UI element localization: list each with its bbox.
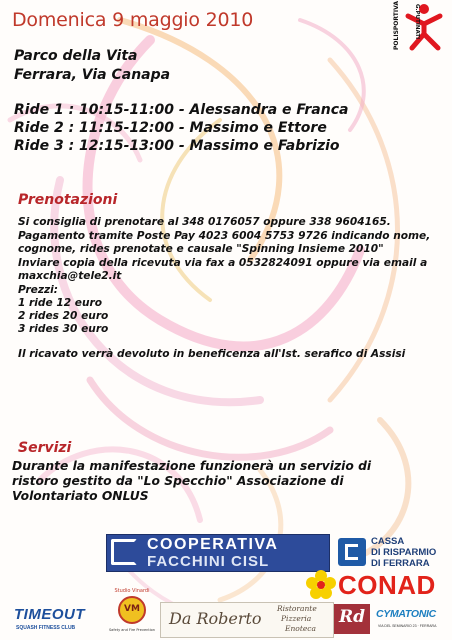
prenotazioni-line: Si consiglia di prenotare al 348 0176057 oppure 338 9604165. bbox=[18, 216, 391, 228]
cymatonic-logo bbox=[374, 606, 450, 636]
prenotazioni-email: maxchia@tele2.it bbox=[18, 270, 122, 282]
location-park: Parco della Vita bbox=[14, 48, 138, 64]
cymatonic-wordmark: CYMATONIC bbox=[376, 608, 436, 620]
price-3-rides: 3 rides 30 euro bbox=[18, 323, 109, 335]
servizi-line: Durante la manifestazione funzionerà un servizio di bbox=[12, 459, 372, 473]
studio-vinardi-arc: Studio Vinardi bbox=[114, 588, 150, 594]
prenotazioni-line: Inviare copia della ricevuta via fax a 0532824091 oppure via email a bbox=[18, 257, 428, 269]
ride-1: Ride 1 : 10:15-11:00 - Alessandra e Franca bbox=[14, 102, 349, 118]
studio-vinardi-monogram: VM bbox=[124, 604, 140, 614]
timeout-wordmark: TIMEOUT bbox=[14, 606, 85, 623]
timeout-subtitle: SQUASH FITNESS CLUB bbox=[16, 625, 76, 631]
prenotazioni-line: Pagamento tramite Poste Pay 4023 6004 5753 9726 indicando nome, bbox=[18, 230, 431, 242]
event-date-title: Domenica 9 maggio 2010 bbox=[12, 9, 254, 31]
polisportiva-name: G.PUTINATI bbox=[414, 4, 420, 40]
cassa-mark-icon bbox=[338, 538, 366, 566]
prezzi-label: Prezzi: bbox=[18, 284, 59, 296]
da-roberto-tag-3: Enoteca bbox=[285, 624, 316, 633]
facchini-cisl-logo bbox=[106, 534, 330, 572]
conad-wordmark: CONAD bbox=[338, 570, 436, 600]
servizi-heading: Servizi bbox=[18, 440, 72, 456]
conad-flower-icon bbox=[306, 570, 336, 600]
studio-vinardi-badge-icon bbox=[118, 596, 146, 624]
conad-logo bbox=[306, 570, 448, 600]
ride-3: Ride 3 : 12:15-13:00 - Massimo e Fabrizio bbox=[14, 138, 340, 154]
da-roberto-name: Da Roberto bbox=[169, 609, 262, 628]
cymatonic-subtitle: VIA DEL SEMINARIO 23 · FERRARA bbox=[378, 624, 437, 628]
polisportiva-label bbox=[390, 2, 404, 56]
cassa-line1: CASSA bbox=[371, 536, 405, 547]
servizi-line: ristoro gestito da "Lo Specchio" Associazione di bbox=[12, 474, 344, 488]
facchini-line1: COOPERATIVA bbox=[147, 536, 279, 553]
da-roberto-tag-1: Ristorante bbox=[277, 604, 317, 613]
cassa-line2: DI RISPARMIO bbox=[371, 547, 437, 558]
charity-note: Il ricavato verrà devoluto in beneficenza all'Ist. serafico di Assisi bbox=[18, 348, 406, 360]
price-2-rides: 2 rides 20 euro bbox=[18, 310, 109, 322]
rd-monogram: Rd bbox=[338, 607, 365, 627]
facchini-line2: FACCHINI CISL bbox=[147, 553, 270, 570]
ride-2: Ride 2 : 11:15-12:00 - Massimo e Ettore bbox=[14, 120, 327, 136]
cassa-line3: DI FERRARA bbox=[371, 558, 430, 569]
cassa-risparmio-logo bbox=[338, 536, 448, 570]
price-1-ride: 1 ride 12 euro bbox=[18, 297, 103, 309]
polisportiva-text: POLISPORTIVA bbox=[392, 1, 400, 50]
studio-vinardi-logo bbox=[106, 588, 158, 638]
prenotazioni-heading: Prenotazioni bbox=[18, 192, 118, 208]
facchini-mark-icon bbox=[111, 539, 137, 565]
studio-vinardi-subtitle: Safety and Fire Prevention bbox=[108, 628, 156, 632]
location-address: Ferrara, Via Canapa bbox=[14, 67, 171, 83]
rd-logo bbox=[334, 604, 370, 634]
polisportiva-logo bbox=[392, 2, 448, 56]
da-roberto-logo bbox=[160, 602, 334, 638]
prenotazioni-line: cognome, rides prenotate e causale "Spinning Insieme 2010" bbox=[18, 243, 384, 255]
da-roberto-tag-2: Pizzeria bbox=[281, 614, 312, 623]
timeout-logo bbox=[8, 604, 104, 636]
servizi-line: Volontariato ONLUS bbox=[12, 489, 149, 503]
